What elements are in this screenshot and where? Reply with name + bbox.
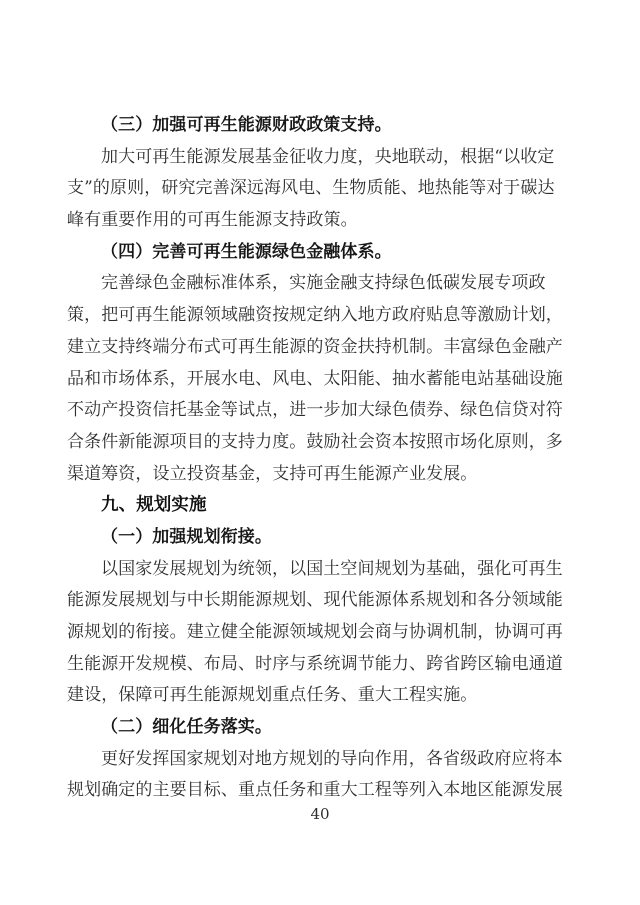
document-text-block [67,110,567,807]
text-line: 策，把可再生能源领域融资按规定纳入地方政府贴息等激励计划， [67,305,563,326]
text-line: 峰有重要作用的可再生能源支持政策。 [67,210,358,231]
text-line: 规划确定的主要目标、重点任务和重大工程等列入本地区能源发展 [67,780,563,801]
text-line: 更好发挥国家规划对地方规划的导向作用，各省级政府应将本 [101,748,563,769]
text-line: 支”的原则，研究完善深远海风电、生物质能、地热能等对于碳达 [67,178,555,199]
text-line: 建立支持终端分布式可再生能源的资金扶持机制。丰富绿色金融产 [67,336,563,357]
text-line: 不动产投资信托基金等试点，进一步加大绿色债券、绿色信贷对符 [67,400,563,421]
text-line: 能源发展规划与中长期能源规划、现代能源体系规划和各分领域能 [67,590,563,611]
text-line: （一）加强规划衔接。 [101,526,272,547]
text-line: （四）完善可再生能源绿色金融体系。 [101,241,392,262]
page-number: 40 [310,805,330,823]
text-line: 生能源开发规模、布局、时序与系统调节能力、跨省跨区输电通道 [67,653,563,674]
text-line: 加大可再生能源发展基金征收力度，央地联动，根据“以收定 [101,146,555,167]
text-line: 合条件新能源项目的支持力度。鼓励社会资本按照市场化原则，多 [67,431,563,452]
text-line: （二）细化任务落实。 [101,717,272,738]
text-line: 源规划的衔接。建立健全能源领域规划会商与协调机制，协调可再 [67,622,563,642]
text-line: 以国家发展规划为统领，以国土空间规划为基础，强化可再生 [101,558,563,579]
text-line: 渠道筹资，设立投资基金，支持可再生能源产业发展。 [67,463,478,484]
text-line: 建设，保障可再生能源规划重点任务、重大工程实施。 [67,685,478,706]
text-line: （三）加强可再生能源财政政策支持。 [101,115,392,135]
text-line: 完善绿色金融标准体系，实施金融支持绿色低碳发展专项政 [101,273,546,294]
text-line: 九、规划实施 [101,495,207,516]
text-line: 品和市场体系，开展水电、风电、太阳能、抽水蓄能电站基础设施 [67,368,563,389]
